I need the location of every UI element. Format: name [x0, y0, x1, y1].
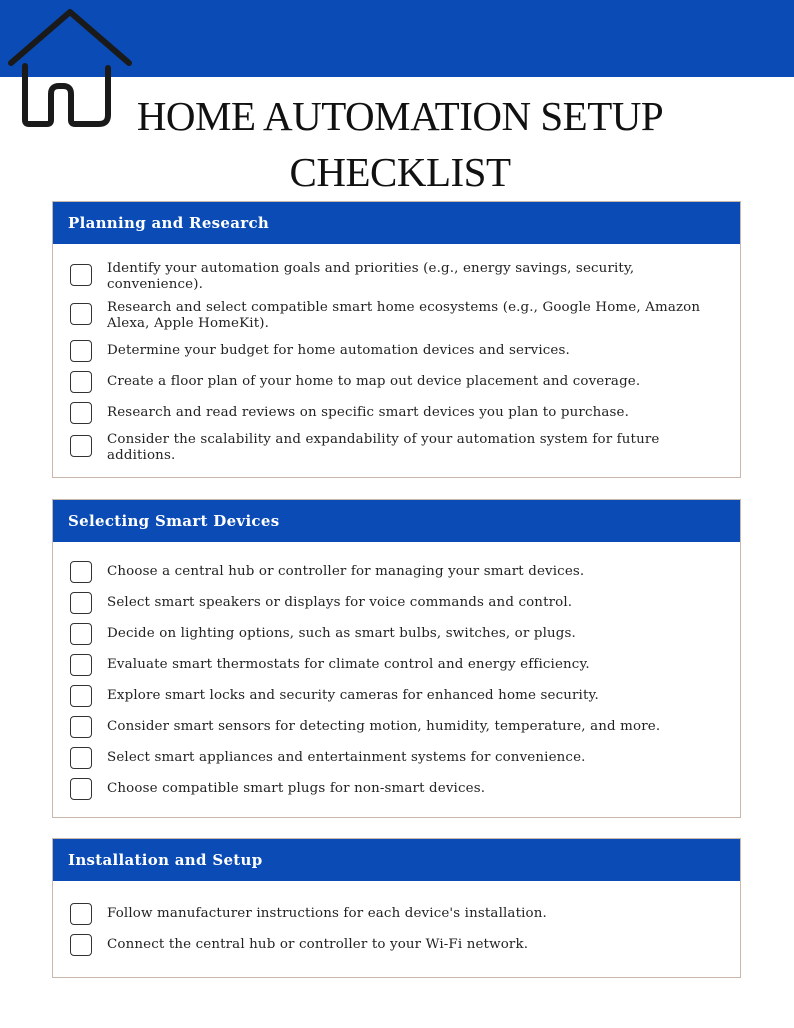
checkbox[interactable] [70, 402, 92, 424]
checklist-item-text: Select smart appliances and entertainment systems for convenience. [107, 750, 586, 765]
checkbox[interactable] [70, 685, 92, 707]
checkbox[interactable] [70, 716, 92, 738]
checklist-item [53, 260, 740, 299]
checklist-item [53, 369, 740, 400]
checklist-item-text: Decide on lighting options, such as smart bulbs, switches, or plugs. [107, 626, 576, 641]
checklist-item [53, 400, 740, 431]
checkbox[interactable] [70, 561, 92, 583]
checkbox[interactable] [70, 747, 92, 769]
checkbox[interactable] [70, 623, 92, 645]
checklist-item-text: Follow manufacturer instructions for each device's installation. [107, 906, 547, 921]
checklist [53, 244, 740, 470]
checklist-item [53, 589, 740, 620]
checklist-item [53, 900, 740, 931]
checklist-item-text: Research and read reviews on specific smart devices you plan to purchase. [107, 405, 630, 420]
section-heading: Installation and Setup [53, 839, 740, 881]
checkbox[interactable] [70, 592, 92, 614]
checklist [53, 881, 740, 962]
checklist-item [53, 713, 740, 744]
section-heading: Planning and Research [53, 202, 740, 244]
checklist-item [53, 299, 740, 338]
checkbox[interactable] [70, 340, 92, 362]
checklist-item [53, 682, 740, 713]
checklist-item [53, 744, 740, 775]
checklist-item-text: Determine your budget for home automation devices and services. [107, 343, 570, 358]
checklist-item-text: Choose a central hub or controller for managing your smart devices. [107, 564, 585, 579]
page-title-line-1: HOME AUTOMATION SETUP [136, 93, 664, 139]
checklist-item-text: Research and select compatible smart home ecosystems (e.g., Google Home, Amazon Alexa, Apple HomeKit). [107, 300, 701, 331]
checklist-item-text: Create a floor plan of your home to map out device placement and coverage. [107, 374, 641, 389]
checklist-item-text: Evaluate smart thermostats for climate control and energy efficiency. [107, 657, 590, 672]
checklist-item-text: Connect the central hub or controller to your Wi-Fi network. [107, 937, 529, 952]
section-selecting-smart-devices [52, 499, 741, 818]
checkbox[interactable] [70, 654, 92, 676]
checklist-item [53, 931, 740, 962]
checklist-item [53, 620, 740, 651]
house-outline-icon [8, 8, 132, 130]
checkbox[interactable] [70, 371, 92, 393]
checkbox[interactable] [70, 264, 92, 286]
checklist-item [53, 558, 740, 589]
checklist [53, 542, 740, 806]
checkbox[interactable] [70, 934, 92, 956]
checklist-item-text: Choose compatible smart plugs for non-smart devices. [107, 781, 486, 796]
checklist-item-text: Select smart speakers or displays for voice commands and control. [107, 595, 573, 610]
checkbox[interactable] [70, 778, 92, 800]
section-heading: Selecting Smart Devices [53, 500, 740, 542]
checklist-item-text: Consider the scalability and expandability of your automation system for future additions. [107, 432, 660, 463]
page-title-line-2: CHECKLIST [289, 149, 511, 195]
checklist-item [53, 651, 740, 682]
section-planning-and-research [52, 201, 741, 478]
checklist-item-text: Explore smart locks and security cameras for enhanced home security. [107, 688, 599, 703]
checklist-item-text: Consider smart sensors for detecting motion, humidity, temperature, and more. [107, 719, 661, 734]
checklist-item [53, 775, 740, 806]
checklist-item [53, 431, 740, 470]
checkbox[interactable] [70, 435, 92, 457]
checkbox[interactable] [70, 903, 92, 925]
checklist-item [53, 338, 740, 369]
checklist-item-text: Identify your automation goals and priorities (e.g., energy savings, security, convenience). [107, 261, 635, 292]
section-installation-and-setup [52, 838, 741, 978]
page-title [115, 88, 685, 200]
checkbox[interactable] [70, 303, 92, 325]
